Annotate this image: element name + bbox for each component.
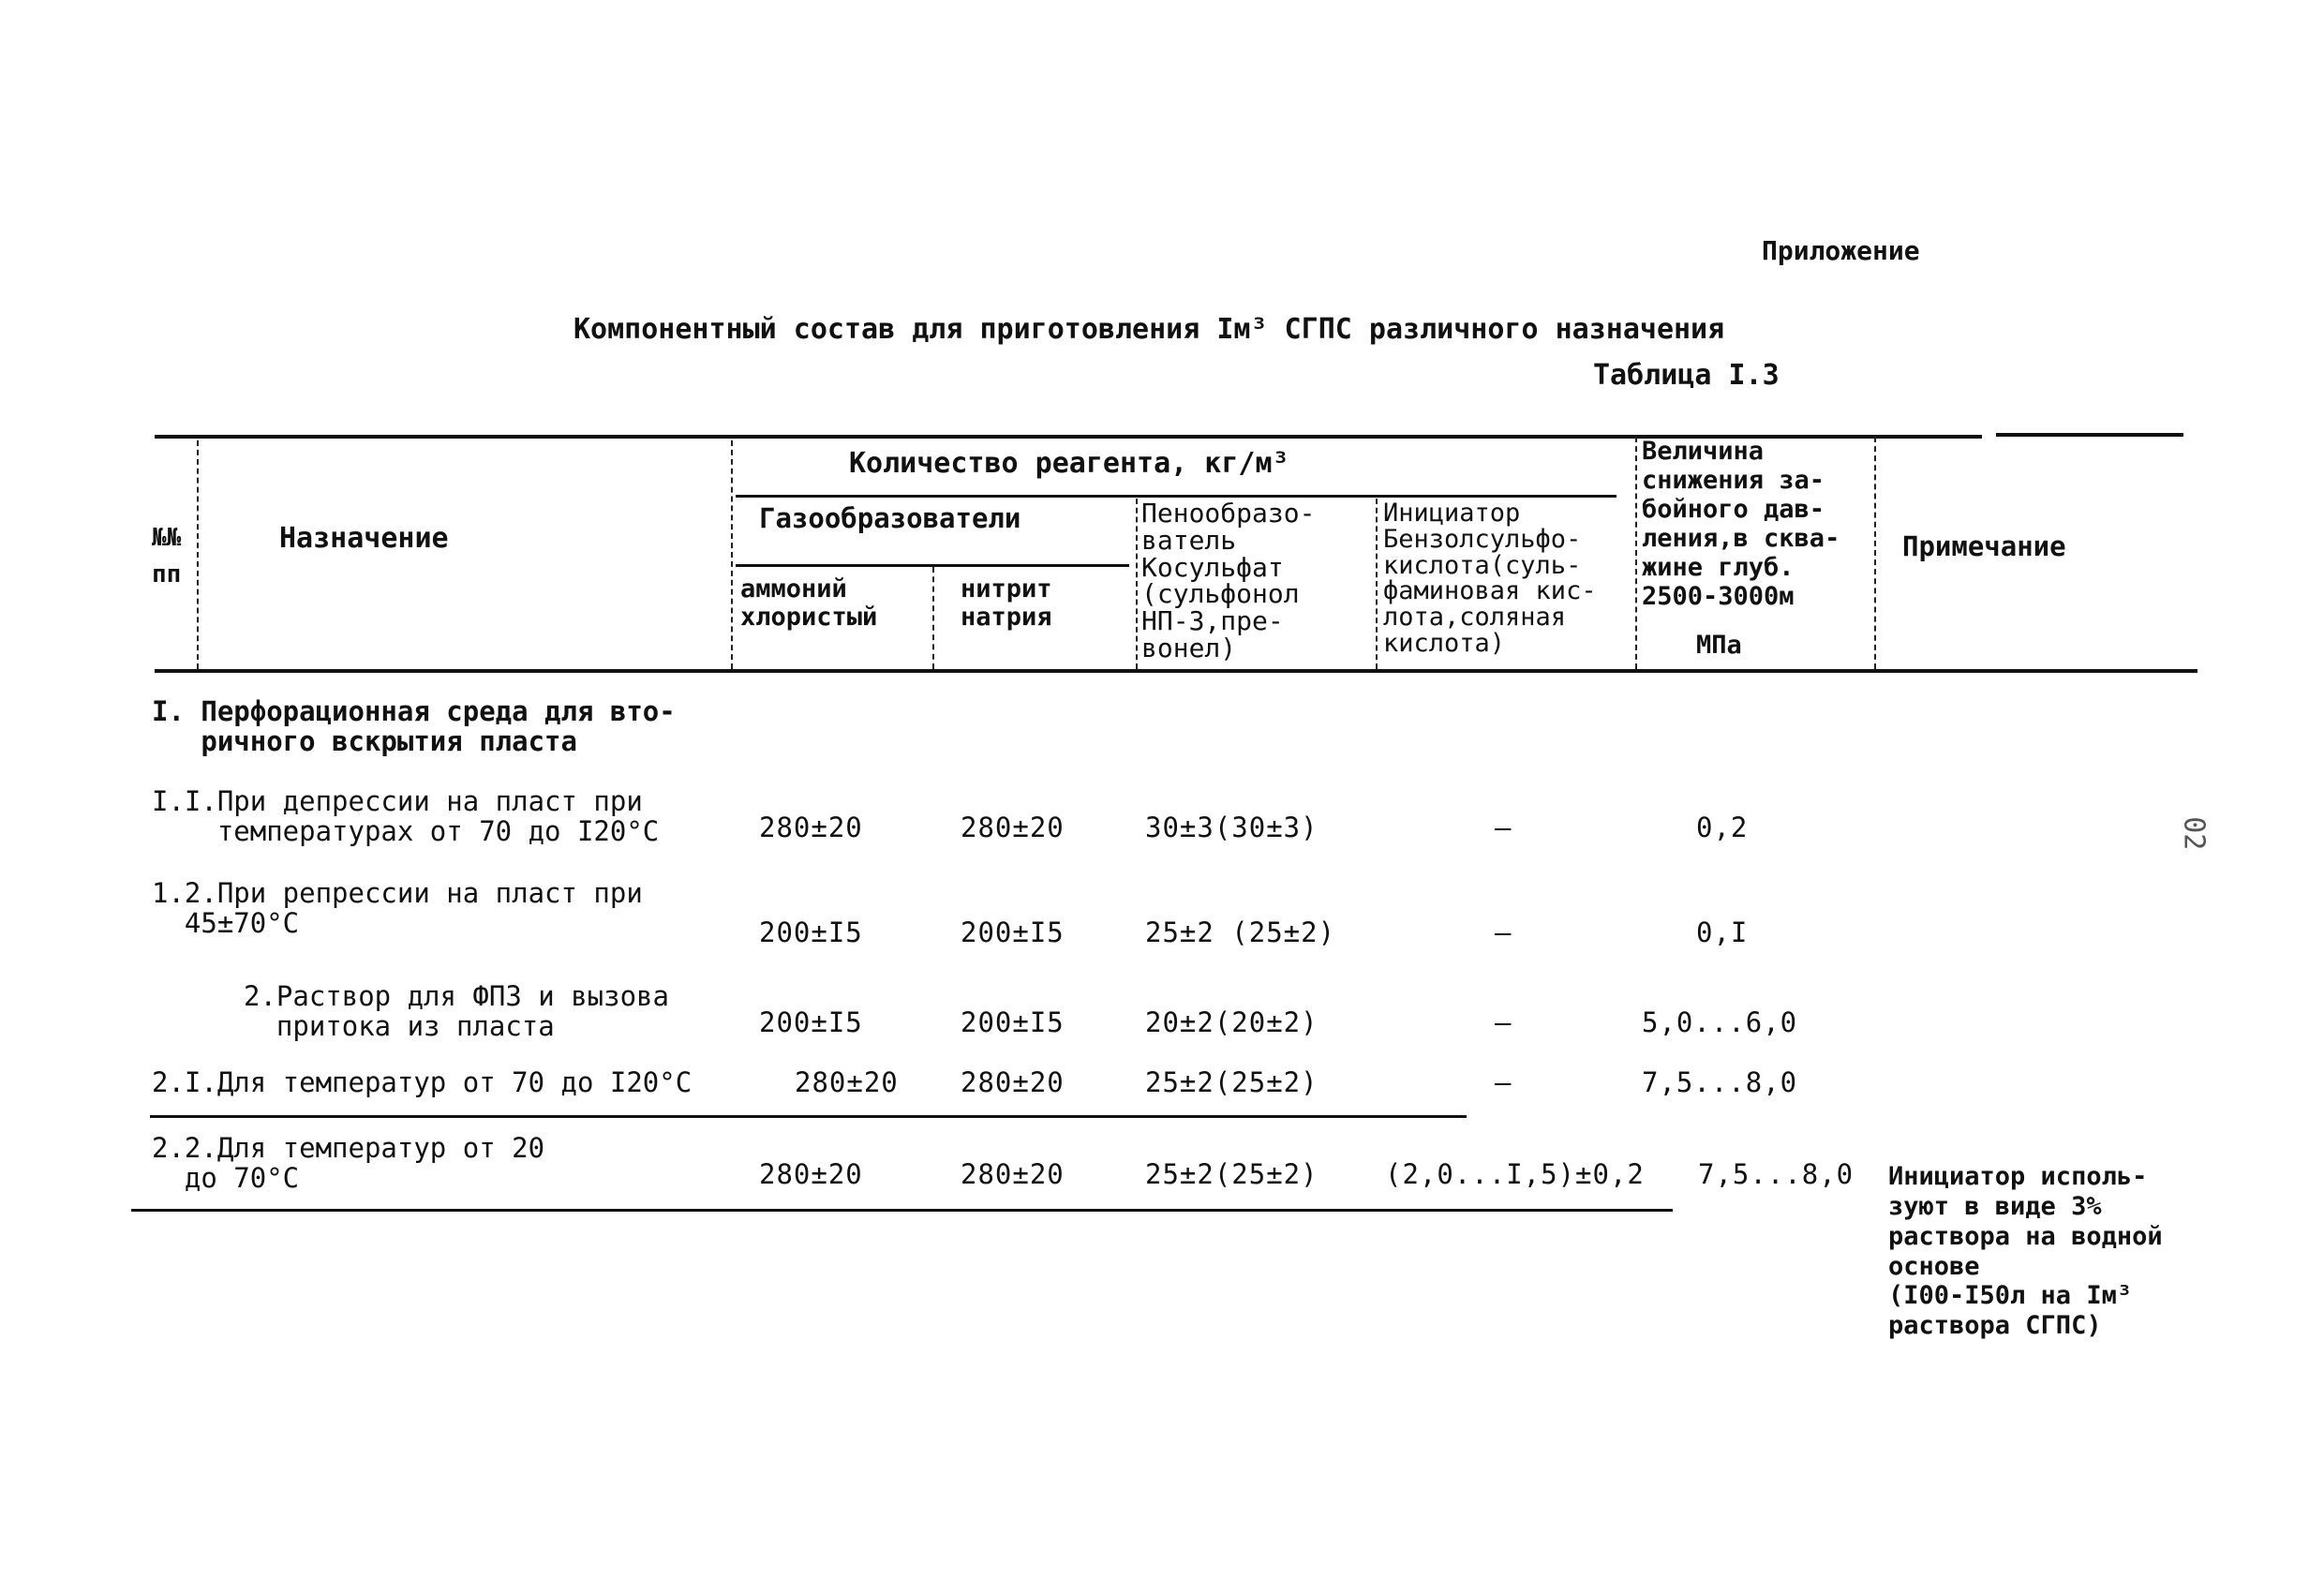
row-2-purpose: 1.2.При репрессии на пласт при 45±70°С [152, 877, 643, 939]
row-3-nitrite: 200±I5 [961, 1006, 1065, 1038]
table-bottom-rule [131, 1209, 1673, 1212]
row-4-purpose: 2.I.Для температур от 70 до I20°С [152, 1066, 693, 1098]
row-1-foam: 30±3(30±3) [1145, 812, 1318, 843]
row-2-foam: 25±2 (25±2) [1145, 916, 1336, 948]
header-col-quantity: Количество реагента, кг/м³ [849, 447, 1289, 480]
header-bottom-rule [155, 669, 2197, 673]
row-3-ammonium: 200±I5 [759, 1006, 863, 1038]
row-4-foam: 25±2(25±2) [1145, 1066, 1318, 1098]
row-3-initiator: – [1495, 1006, 1512, 1038]
header-col-ammonium: аммоний хлористый [740, 574, 878, 632]
header-col-initiator: Инициатор Бензолсульфо- кислота(суль- фаминовая кис- лота,соляная кислота) [1383, 499, 1597, 658]
header-col-pressure-unit: МПа [1696, 631, 1742, 660]
col-sep-gas [1136, 499, 1138, 669]
header-col-pressure: Величина снижения за- бойного дав- ления,в сква- жине глуб. 2500-3000м [1642, 437, 1840, 612]
row-0-purpose: I. Перфорационная среда для вто- ричного вскрытия пласта [152, 695, 676, 757]
row-5-nitrite: 280±20 [961, 1158, 1065, 1190]
row-5-purpose: 2.2.Для температур от 20 до 70°С [152, 1132, 545, 1194]
header-col-nitrite: нитрит натрия [961, 574, 1052, 632]
row-4-nitrite: 280±20 [961, 1066, 1065, 1098]
row-2-pressure: 0,I [1696, 916, 1749, 948]
row-5-initiator: (2,0...I,5)±0,2 [1385, 1158, 1645, 1190]
row-4-ammonium: 280±20 [795, 1066, 899, 1098]
table-top-rule-right [1996, 433, 2183, 437]
row-1-pressure: 0,2 [1696, 812, 1749, 843]
appendix-label: Приложение [1762, 235, 1920, 266]
row-2-ammonium: 200±I5 [759, 916, 863, 948]
header-col-foam: Пенообразо- ватель Косульфат (сульфонол НП-3,пре- вонел) [1141, 498, 1316, 664]
table-label: Таблица I.3 [1593, 359, 1780, 392]
row-3-foam: 20±2(20±2) [1145, 1006, 1318, 1038]
row-2-nitrite: 200±I5 [961, 916, 1065, 948]
row-2-initiator: – [1495, 916, 1512, 948]
row-4-rule [150, 1115, 1467, 1118]
row-4-pressure: 7,5...8,0 [1642, 1066, 1798, 1098]
row-3-purpose: 2.Раствор для ФПЗ и вызова притока из пласта [244, 980, 669, 1042]
row-5-pressure: 7,5...8,0 [1698, 1158, 1855, 1190]
col-sep-foam [1376, 499, 1378, 669]
row-5-ammonium: 280±20 [759, 1158, 863, 1190]
row-1-purpose: I.I.При депрессии на пласт при температурах от 70 до I20°С [152, 785, 660, 847]
header-col-purpose: Назначение [279, 522, 449, 555]
row-5-note: Инициатор исполь- зуют в виде 3% раствора на водной основе (I00-I50л на Iм³ раствора СГПС) [1888, 1162, 2163, 1341]
row-1-ammonium: 280±20 [759, 812, 863, 843]
col-sep-ammonium [932, 567, 934, 669]
row-3-pressure: 5,0...6,0 [1642, 1006, 1798, 1038]
row-1-initiator: – [1495, 812, 1512, 843]
header-col-gas: Газообразователи [759, 502, 1021, 534]
header-col-note: Примечание [1902, 530, 2066, 562]
margin-page-mark: 02 [2177, 816, 2211, 851]
header-col-no: №№ пп [152, 524, 182, 588]
col-sep-purpose [731, 440, 733, 669]
col-sep-pressure [1874, 437, 1876, 669]
col-sep-no [197, 440, 199, 669]
row-4-initiator: – [1495, 1066, 1512, 1098]
col-sep-initiator [1635, 437, 1637, 669]
row-1-nitrite: 280±20 [961, 812, 1065, 843]
document-title: Компонентный состав для приготовления Iм³ СГПС различного назначения [574, 313, 1725, 346]
row-5-foam: 25±2(25±2) [1145, 1158, 1318, 1190]
